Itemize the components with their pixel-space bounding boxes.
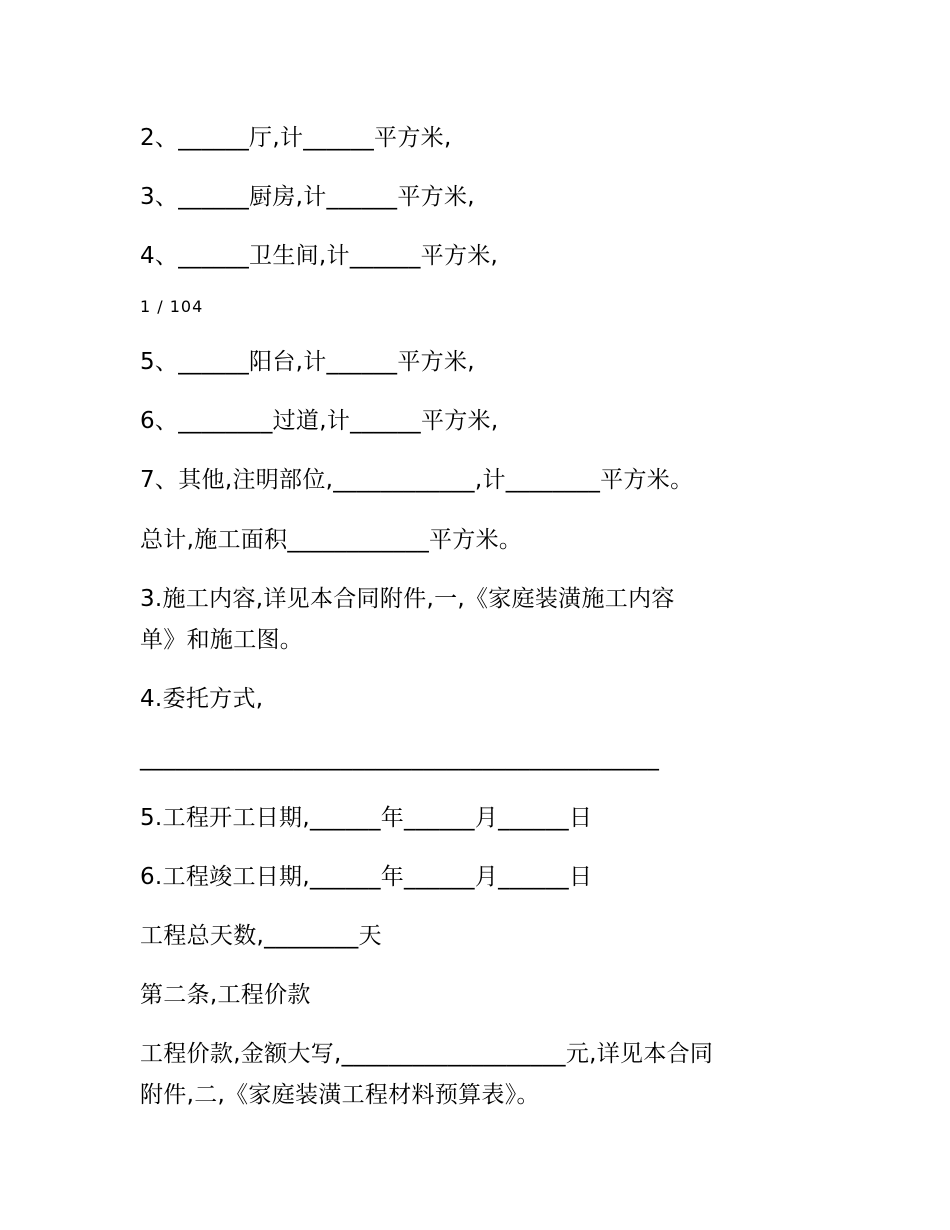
item-other-area: 7、其他,注明部位,____________,计________平方米。 [140, 467, 694, 493]
item-balcony-area: 5、______阳台,计______平方米, [140, 349, 475, 375]
article-two-heading: 第二条,工程价款 [140, 982, 311, 1008]
page-number: 1 / 104 [140, 297, 204, 316]
item-kitchen-area: 3、______厨房,计______平方米, [140, 184, 475, 210]
project-price-line-1: 工程价款,金额大写,___________________元,详见本合同 [140, 1041, 714, 1067]
item-hall-area: 2、______厅,计______平方米, [140, 125, 452, 151]
construction-content-line-2: 单》和施工图。 [140, 627, 304, 653]
commission-method: 4.委托方式, [140, 686, 264, 712]
construction-content-line-1: 3.施工内容,详见本合同附件,一,《家庭装潢施工内容 [140, 586, 675, 612]
start-date: 5.工程开工日期,______年______月______日 [140, 805, 593, 831]
commission-method-blank: ____________________________________________ [140, 745, 660, 771]
total-construction-area: 总计,施工面积____________平方米。 [140, 527, 523, 553]
project-price-line-2: 附件,二,《家庭装潢工程材料预算表》。 [140, 1082, 540, 1108]
item-corridor-area: 6、________过道,计______平方米, [140, 408, 499, 434]
completion-date: 6.工程竣工日期,______年______月______日 [140, 864, 593, 890]
item-bathroom-area: 4、______卫生间,计______平方米, [140, 243, 499, 269]
total-days: 工程总天数,________天 [140, 923, 382, 949]
